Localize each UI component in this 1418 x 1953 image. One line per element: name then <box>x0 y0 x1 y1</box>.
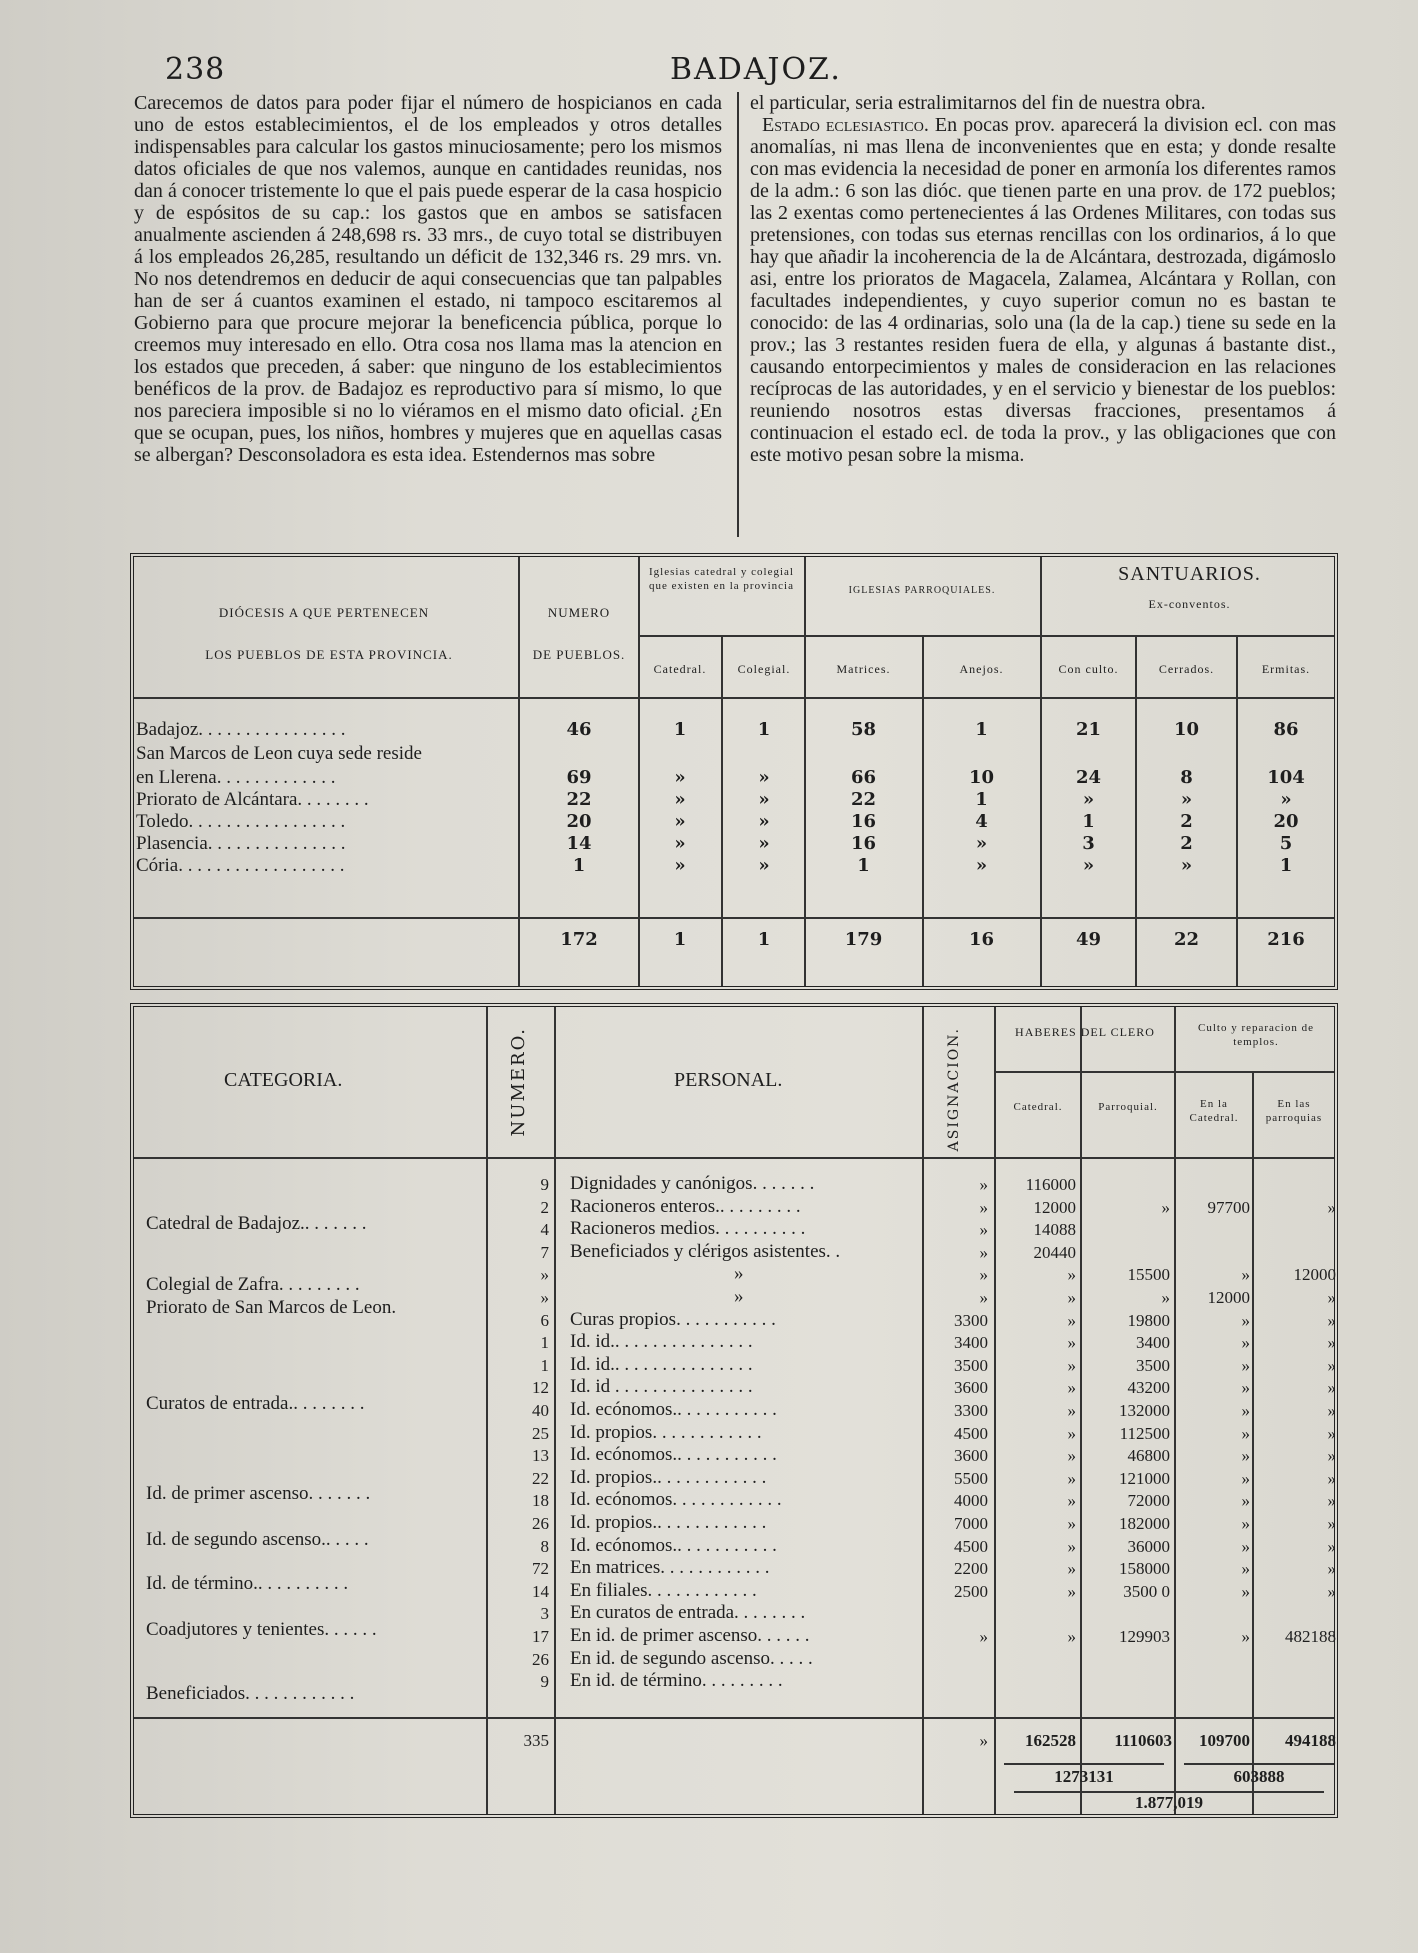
page-number: 238 <box>165 52 226 87</box>
diocese-name: en Llerena. . . . . . . . . . . . . <box>136 767 336 788</box>
personal-label: Id. ecónomos.. . . . . . . . . . . <box>570 1535 777 1556</box>
clergy-encat-value: » <box>1241 1265 1250 1284</box>
personal-label: Dignidades y canónigos. . . . . . . <box>570 1173 815 1194</box>
clergy-asig-value: 3600 <box>954 1378 988 1397</box>
clergy-encat-value: » <box>1241 1311 1250 1330</box>
diocese-colegial-value: » <box>758 833 770 854</box>
diocese-total-anejos: 16 <box>968 929 995 950</box>
clergy-enparr-value: » <box>1327 1537 1336 1556</box>
personal-label: Id. id . . . . . . . . . . . . . . . <box>570 1376 753 1397</box>
clergy-asig-value: » <box>979 1220 988 1239</box>
diocese-name: Badajoz. . . . . . . . . . . . . . . . <box>136 719 346 740</box>
diocese-name: Toledo. . . . . . . . . . . . . . . . . <box>136 811 346 832</box>
clergy-cat-value: » <box>1067 1469 1076 1488</box>
header-numero: NUMERO. <box>508 1027 529 1137</box>
clergy-num-value: » <box>540 1288 549 1307</box>
diocese-anejos-value: 10 <box>968 767 995 788</box>
clergy-num-value: 1 <box>540 1356 549 1375</box>
clergy-parr-value: 19800 <box>1127 1311 1170 1330</box>
diocese-anejos-value: » <box>975 833 988 854</box>
diocese-catedral-value: » <box>674 789 686 810</box>
clergy-num-value: 12 <box>532 1378 549 1397</box>
clergy-asig-value: 3600 <box>954 1446 988 1465</box>
diocese-cerrados-value: 10 <box>1173 719 1200 740</box>
text-column-left <box>134 92 722 466</box>
header-personal: PERSONAL. <box>674 1069 783 1091</box>
personal-label: Racioneros enteros.. . . . . . . . . <box>570 1196 801 1217</box>
clergy-asig-value: 4500 <box>954 1424 988 1443</box>
personal-label: Id. id.. . . . . . . . . . . . . . . <box>570 1331 753 1352</box>
clergy-enparr-value: » <box>1327 1311 1336 1330</box>
clergy-num-value: 7 <box>540 1243 549 1262</box>
clergy-enparr-value: » <box>1327 1424 1336 1443</box>
header-colegial: Colegial. <box>737 662 791 676</box>
clergy-cat-value: » <box>1067 1446 1076 1465</box>
clergy-enparr-value: 482188 <box>1285 1627 1336 1646</box>
clergy-asig-value: » <box>979 1198 988 1217</box>
personal-label: » <box>734 1286 744 1307</box>
clergy-num-value: 4 <box>540 1220 549 1239</box>
header-h-catedral: Catedral. <box>1013 1101 1063 1113</box>
header-catedral: Catedral. <box>653 662 707 676</box>
clergy-num-value: 3 <box>540 1604 549 1623</box>
diocese-matrices-value: 16 <box>850 833 877 854</box>
header-categoria: CATEGORIA. <box>224 1069 343 1091</box>
category-label: Priorato de San Marcos de Leon. <box>146 1297 397 1318</box>
personal-label: Racioneros medios. . . . . . . . . . <box>570 1218 806 1239</box>
category-label: Id. de término.. . . . . . . . . . <box>146 1573 349 1594</box>
diocese-pueblos-value: 46 <box>566 719 592 740</box>
clergy-encat-value: 12000 <box>1207 1288 1250 1307</box>
diocese-pueblos-value: 22 <box>566 789 592 810</box>
clergy-cat-value: » <box>1067 1288 1076 1307</box>
left-column-text: Carecemos de datos para poder fijar el número de hospicianos en cada uno de estos establecimientos, el de los empleados y otros detalles indispensables para calcular los gastos minuciosamente; pero los mismos datos oficiales de que nos valemos, aunque en cantidades reunidas, nos dan á conocer tristemente lo que el pais puede esperar de la casa hospicio y de espósitos de su cap.: los gastos que en ambos se satisfacen anualmente ascienden á 248,698 rs. 33 mrs., de cuyo total se distribuyen á los empleados 26,285, resultando un déficit de 132,346 rs. 29 mrs. vn. No nos detendremos en deducir de aqui consecuencias que tan palpables han de ser á cuantos examinen el estado, ni tampoco escitaremos al Gobierno para que procure mejorar la beneficencia pública, porque lo creemos muy interesado en ello. Otra cosa nos llama mas la atencion en los estados que preceden, á saber: que ninguno de los establecimientos benéficos de la prov. de Badajoz es reproductivo para sí mismo, lo que nos pareciera imposible si no lo viéramos en el mismo dato oficial. ¿En que se ocupan, pues, los niños, hombres y mujeres que en aquellas casas se albergan? Desconsoladora es esta idea. Estendernos mas sobre <box>134 92 722 466</box>
clergy-cat-value: » <box>1067 1378 1076 1397</box>
clergy-enparr-value: » <box>1327 1378 1336 1397</box>
diocese-anejos-value: » <box>975 855 988 876</box>
header-santuarios: SANTUARIOS. <box>1118 563 1261 585</box>
clergy-cat-value: » <box>1067 1401 1076 1420</box>
diocese-matrices-value: 1 <box>857 855 870 876</box>
clergy-parr-value: 46800 <box>1127 1446 1170 1465</box>
clergy-num-value: 2 <box>540 1198 549 1217</box>
personal-label: Id. ecónomos.. . . . . . . . . . . <box>570 1444 777 1465</box>
clergy-parr-value: 72000 <box>1127 1491 1170 1510</box>
header-exconventos: Ex-conventos. <box>1148 597 1231 611</box>
clergy-parr-value: 158000 <box>1119 1559 1170 1578</box>
diocese-culto-value: 3 <box>1082 833 1095 854</box>
diocese-name: Priorato de Alcántara. . . . . . . . <box>136 789 369 810</box>
diocese-anejos-value: 4 <box>975 811 988 832</box>
clergy-num-value: 26 <box>532 1514 549 1533</box>
diocese-cerrados-value: » <box>1180 789 1193 810</box>
diocese-matrices-value: 22 <box>850 789 877 810</box>
subtotal-clero: 1273131 <box>1054 1767 1114 1786</box>
diocese-name: Plasencia. . . . . . . . . . . . . . . <box>136 833 346 854</box>
category-label: Beneficiados. . . . . . . . . . . . <box>146 1683 355 1704</box>
diocese-culto-value: 1 <box>1082 811 1095 832</box>
header-matrices: Matrices. <box>836 662 891 676</box>
header-en-catedral: En la Catedral. <box>1189 1098 1239 1124</box>
category-label: Coadjutores y tenientes. . . . . . <box>146 1619 377 1640</box>
clergy-enparr-value: » <box>1327 1514 1336 1533</box>
clergy-encat-value: » <box>1241 1446 1250 1465</box>
clergy-cat-value: » <box>1067 1514 1076 1533</box>
header-h-parroquial: Parroquial. <box>1098 1101 1158 1113</box>
column-divider <box>737 92 739 537</box>
clergy-encat-value: » <box>1241 1356 1250 1375</box>
header-pueblos-provincia: LOS PUEBLOS DE ESTA PROVINCIA. <box>205 647 453 662</box>
total-parroquial: 1110603 <box>1114 1731 1172 1750</box>
right-column-text: En pocas prov. aparecerá la division ecl. con mas anomalías, ni mas llena de inconvenientes que en esta; y donde resalte con mas evidencia la necesidad de poner en armonía los diferentes ramos de la adm.: 6 son las dióc. que tienen parte en una prov. de 172 pueblos; las 2 exentas como pertenecientes á las Ordenes Militares, con todas sus pretensiones, con todas sus eternas rencillas con los ordinarios, á lo que hay que añadir la incoherencia de la de Alcántara, destrozada, digámoslo asi, entre los prioratos de Magacela, Zalamea, Alcántara y Rollan, con facultades independientes, y cuyo superior comun no es bastan te conocido: de las 4 ordinarias, solo una (la de la cap.) tiene su sede en la prov.; las 3 restantes residen fuera de ella, y algunas á bastante dist., causando entorpecimientos y males de consideracion en las relaciones recíprocas de las autoridades, y en el servicio y bienestar de los pueblos: reuniendo nosotros estas diversas fracciones, presentamos á continuacion el estado ecl. de toda la prov., y las obligaciones que con este motivo pesan sobre la misma. <box>750 114 1337 466</box>
diocese-name: San Marcos de Leon cuya sede reside <box>136 743 422 764</box>
diocese-culto-value: 21 <box>1075 719 1102 740</box>
clergy-encat-value: » <box>1241 1514 1250 1533</box>
clergy-num-value: 18 <box>532 1491 549 1510</box>
clergy-parr-value: 3500 0 <box>1123 1582 1170 1601</box>
total-en-catedral: 109700 <box>1199 1731 1250 1750</box>
clergy-cat-value: 116000 <box>1025 1175 1076 1194</box>
clergy-enparr-value: » <box>1327 1559 1336 1578</box>
clergy-asig-value: 5500 <box>954 1469 988 1488</box>
clergy-num-value: 25 <box>532 1424 549 1443</box>
clergy-parr-value: 15500 <box>1127 1265 1170 1284</box>
clergy-encat-value: » <box>1241 1627 1250 1646</box>
header-ermitas: Ermitas. <box>1261 662 1311 676</box>
clergy-table <box>130 1003 1338 1818</box>
category-label: Colegial de Zafra. . . . . . . . . <box>146 1274 360 1295</box>
clergy-enparr-value: » <box>1327 1446 1336 1465</box>
diocese-colegial-value: » <box>758 811 770 832</box>
total-numero: 335 <box>523 1731 549 1750</box>
clergy-num-value: » <box>540 1265 549 1284</box>
diocese-catedral-value: » <box>674 855 686 876</box>
clergy-cat-value: » <box>1067 1627 1076 1646</box>
personal-label: Curas propios. . . . . . . . . . . <box>570 1309 776 1330</box>
diocese-culto-value: » <box>1082 855 1095 876</box>
clergy-encat-value: » <box>1241 1537 1250 1556</box>
diocese-total-ermitas: 216 <box>1267 929 1305 950</box>
personal-label: Id. propios.. . . . . . . . . . . . <box>570 1512 767 1533</box>
clergy-num-value: 72 <box>532 1559 549 1578</box>
diocese-ermitas-value: 1 <box>1279 855 1293 876</box>
clergy-encat-value: » <box>1241 1333 1250 1352</box>
total-en-parroquias: 494188 <box>1285 1731 1336 1750</box>
clergy-encat-value: 97700 <box>1207 1198 1250 1217</box>
clergy-cat-value: » <box>1067 1559 1076 1578</box>
personal-label: En filiales. . . . . . . . . . . . <box>570 1580 757 1601</box>
personal-label: En id. de término. . . . . . . . . <box>570 1670 783 1691</box>
clergy-cat-value: » <box>1067 1265 1076 1284</box>
clergy-parr-value: » <box>1161 1288 1170 1307</box>
personal-label: Id. ecónomos.. . . . . . . . . . . <box>570 1399 777 1420</box>
diocese-pueblos-value: 20 <box>566 811 592 832</box>
personal-label: En matrices. . . . . . . . . . . . <box>570 1557 770 1578</box>
clergy-asig-value: 2200 <box>954 1559 988 1578</box>
section-heading: Estado eclesiastico. <box>762 114 929 136</box>
personal-label: » <box>734 1263 744 1284</box>
personal-label: En curatos de entrada. . . . . . . . <box>570 1602 806 1623</box>
diocese-name: Cória. . . . . . . . . . . . . . . . . . <box>136 855 345 876</box>
clergy-enparr-value: » <box>1327 1469 1336 1488</box>
clergy-encat-value: » <box>1241 1401 1250 1420</box>
personal-label: Id. propios. . . . . . . . . . . . <box>570 1422 762 1443</box>
diocese-colegial-value: » <box>758 789 770 810</box>
subtotal-culto: 603888 <box>1233 1767 1285 1786</box>
clergy-num-value: 40 <box>532 1401 549 1420</box>
personal-label: Id. id.. . . . . . . . . . . . . . . <box>570 1354 753 1375</box>
header-culto: Culto y reparacion de templos. <box>1198 1022 1314 1048</box>
header-anejos: Anejos. <box>959 662 1004 676</box>
header-de-pueblos: DE PUEBLOS. <box>532 647 626 662</box>
right-column-lead: el particular, seria estralimitarnos del fin de nuestra obra. <box>750 92 1206 114</box>
diocese-anejos-value: 1 <box>975 719 988 740</box>
diocese-colegial-value: » <box>758 855 770 876</box>
diocese-ermitas-value: 20 <box>1273 811 1299 832</box>
category-label: Id. de primer ascenso. . . . . . . <box>146 1483 371 1504</box>
diocese-pueblos-value: 69 <box>566 767 592 788</box>
header-con-culto: Con culto. <box>1058 662 1119 676</box>
diocese-cerrados-value: » <box>1180 855 1193 876</box>
header-cerrados: Cerrados. <box>1158 662 1215 676</box>
clergy-encat-value: » <box>1241 1559 1250 1578</box>
personal-label: En id. de primer ascenso. . . . . . <box>570 1625 810 1646</box>
clergy-asig-value: 4500 <box>954 1537 988 1556</box>
diocese-catedral-value: » <box>674 811 686 832</box>
clergy-asig-value: » <box>979 1288 988 1307</box>
category-label: Catedral de Badajoz.. . . . . . . <box>146 1213 367 1234</box>
page-title: BADAJOZ. <box>670 52 842 87</box>
clergy-num-value: 14 <box>532 1582 549 1601</box>
diocese-anejos-value: 1 <box>975 789 988 810</box>
header-diocesis: DIÓCESIS A QUE PERTENECEN <box>218 605 430 620</box>
clergy-encat-value: » <box>1241 1469 1250 1488</box>
header-asignacion: ASIGNACION. <box>946 1027 962 1152</box>
diocese-ermitas-value: 104 <box>1267 767 1305 788</box>
clergy-enparr-value: » <box>1327 1582 1336 1601</box>
clergy-enparr-value: » <box>1327 1288 1336 1307</box>
clergy-parr-value: 36000 <box>1127 1537 1170 1556</box>
header-numero: NUMERO <box>547 605 611 620</box>
diocese-colegial-value: » <box>758 767 770 788</box>
total-asignacion: » <box>979 1731 988 1750</box>
clergy-asig-value: » <box>979 1265 988 1284</box>
diocese-cerrados-value: 2 <box>1180 811 1193 832</box>
diocese-catedral-value: » <box>674 833 686 854</box>
clergy-num-value: 22 <box>532 1469 549 1488</box>
clergy-asig-value: » <box>979 1627 988 1646</box>
clergy-asig-value: » <box>979 1243 988 1262</box>
clergy-parr-value: 132000 <box>1119 1401 1170 1420</box>
clergy-parr-value: 3400 <box>1136 1333 1170 1352</box>
personal-label: Id. ecónomos. . . . . . . . . . . . <box>570 1489 782 1510</box>
diocese-ermitas-value: 5 <box>1279 833 1293 854</box>
clergy-enparr-value: 12000 <box>1293 1265 1336 1284</box>
diocese-colegial-value: 1 <box>757 719 771 740</box>
personal-label: En id. de segundo ascenso. . . . . <box>570 1648 813 1669</box>
diocese-pueblos-value: 1 <box>572 855 586 876</box>
diocese-total-catedral: 1 <box>673 929 687 950</box>
clergy-cat-value: 20440 <box>1033 1243 1076 1262</box>
diocese-ermitas-value: 86 <box>1273 719 1299 740</box>
text-column-right <box>750 92 1336 466</box>
clergy-asig-value: 3300 <box>954 1311 988 1330</box>
clergy-cat-value: » <box>1067 1356 1076 1375</box>
diocese-total-pueblos: 172 <box>560 929 598 950</box>
clergy-encat-value: » <box>1241 1491 1250 1510</box>
clergy-parr-value: 129903 <box>1119 1627 1170 1646</box>
clergy-enparr-value: » <box>1327 1333 1336 1352</box>
diocese-pueblos-value: 14 <box>566 833 592 854</box>
diocese-culto-value: » <box>1082 789 1095 810</box>
category-label: Curatos de entrada.. . . . . . . . <box>146 1393 365 1414</box>
clergy-num-value: 1 <box>540 1333 549 1352</box>
header-iglesias: Iglesias catedral y colegial que existen en la provincia <box>649 566 794 592</box>
clergy-cat-value: » <box>1067 1311 1076 1330</box>
diocese-culto-value: 24 <box>1075 767 1102 788</box>
clergy-parr-value: 121000 <box>1119 1469 1170 1488</box>
clergy-enparr-value: » <box>1327 1491 1336 1510</box>
clergy-enparr-value: » <box>1327 1401 1336 1420</box>
clergy-parr-value: 43200 <box>1127 1378 1170 1397</box>
diocese-total-cerrados: 22 <box>1173 929 1200 950</box>
clergy-asig-value: 4000 <box>954 1491 988 1510</box>
clergy-cat-value: 12000 <box>1033 1198 1076 1217</box>
clergy-cat-value: » <box>1067 1424 1076 1443</box>
clergy-num-value: 9 <box>540 1672 549 1691</box>
personal-label: Id. propios.. . . . . . . . . . . . <box>570 1467 767 1488</box>
clergy-asig-value: 3400 <box>954 1333 988 1352</box>
clergy-cat-value: » <box>1067 1333 1076 1352</box>
header-en-parroquias: En las parroquias <box>1265 1098 1323 1124</box>
clergy-parr-value: 182000 <box>1119 1514 1170 1533</box>
clergy-num-value: 8 <box>540 1537 549 1556</box>
clergy-encat-value: » <box>1241 1582 1250 1601</box>
header-parroquiales: IGLESIAS PARROQUIALES. <box>848 585 996 596</box>
diocese-table <box>130 553 1338 990</box>
diocese-total-colegial: 1 <box>757 929 771 950</box>
clergy-parr-value: 112500 <box>1119 1424 1170 1443</box>
clergy-asig-value: 3500 <box>954 1356 988 1375</box>
diocese-total-culto: 49 <box>1075 929 1102 950</box>
clergy-cat-value: » <box>1067 1582 1076 1601</box>
clergy-cat-value: » <box>1067 1537 1076 1556</box>
personal-label: Beneficiados y clérigos asistentes. . <box>570 1241 841 1262</box>
clergy-cat-value: » <box>1067 1491 1076 1510</box>
clergy-parr-value: 3500 <box>1136 1356 1170 1375</box>
diocese-ermitas-value: » <box>1280 789 1292 810</box>
diocese-total-matrices: 179 <box>844 929 883 950</box>
diocese-matrices-value: 58 <box>850 719 877 740</box>
clergy-asig-value: 3300 <box>954 1401 988 1420</box>
clergy-asig-value: » <box>979 1175 988 1194</box>
category-label: Id. de segundo ascenso.. . . . . <box>146 1529 369 1550</box>
clergy-num-value: 9 <box>540 1175 549 1194</box>
clergy-parr-value: » <box>1161 1198 1170 1217</box>
clergy-enparr-value: » <box>1327 1198 1336 1217</box>
diocese-catedral-value: » <box>674 767 686 788</box>
header-haberes: HABERES DEL CLERO <box>1015 1025 1155 1039</box>
diocese-cerrados-value: 8 <box>1180 767 1193 788</box>
clergy-num-value: 6 <box>540 1311 549 1330</box>
clergy-asig-value: 7000 <box>954 1514 988 1533</box>
clergy-num-value: 17 <box>532 1627 549 1646</box>
clergy-enparr-value: » <box>1327 1356 1336 1375</box>
clergy-encat-value: » <box>1241 1424 1250 1443</box>
diocese-catedral-value: 1 <box>673 719 687 740</box>
right-column-body <box>750 114 1336 466</box>
diocese-cerrados-value: 2 <box>1180 833 1193 854</box>
clergy-num-value: 13 <box>532 1446 549 1465</box>
clergy-num-value: 26 <box>532 1650 549 1669</box>
clergy-encat-value: » <box>1241 1378 1250 1397</box>
clergy-asig-value: 2500 <box>954 1582 988 1601</box>
diocese-matrices-value: 66 <box>850 767 877 788</box>
diocese-matrices-value: 16 <box>850 811 877 832</box>
total-catedral: 162528 <box>1025 1731 1076 1750</box>
grand-total: 1.877,019 <box>1135 1793 1203 1812</box>
clergy-cat-value: 14088 <box>1033 1220 1076 1239</box>
